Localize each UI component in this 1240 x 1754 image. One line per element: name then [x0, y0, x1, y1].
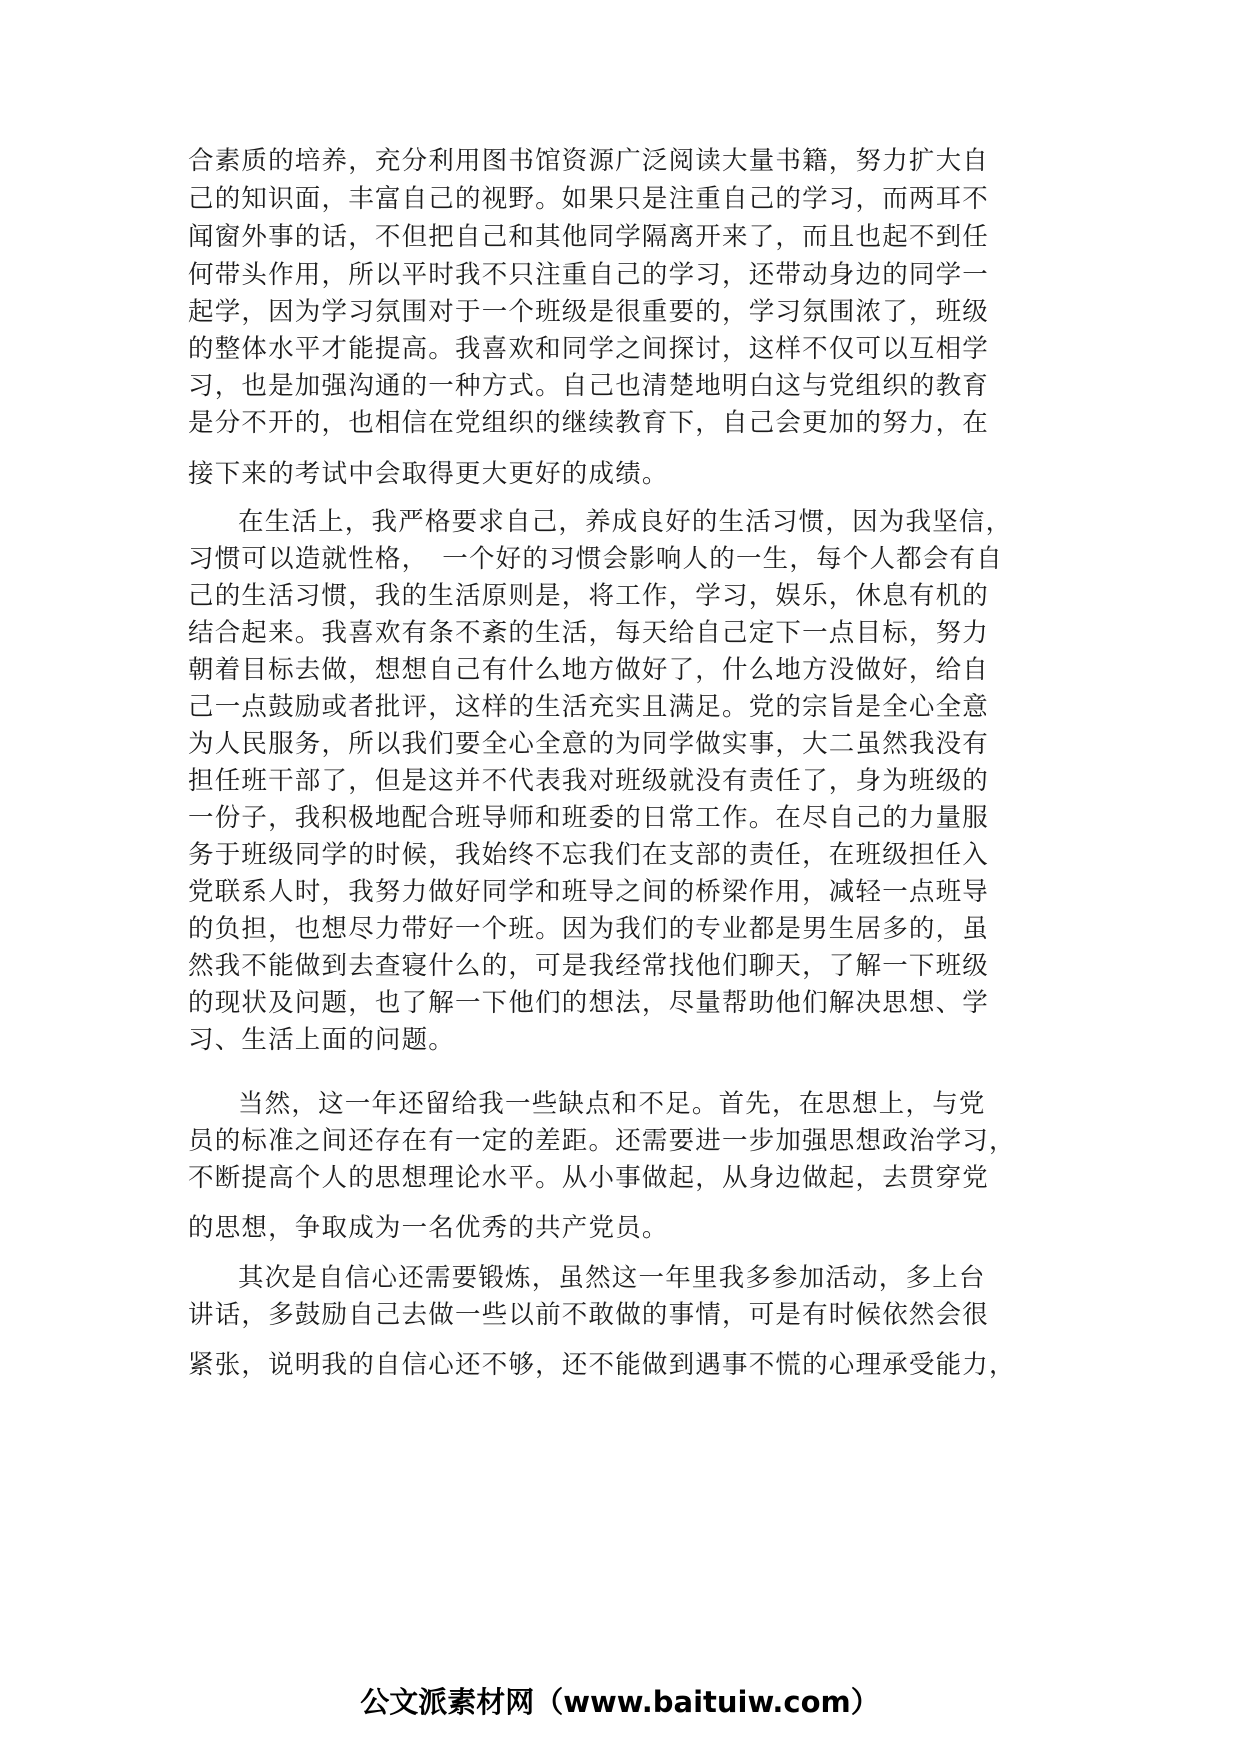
- body-line: 己的知识面，丰富自己的视野。如果只是注重自己的学习，而两耳不: [188, 184, 990, 214]
- body-line: 然我不能做到去查寝什么的，可是我经常找他们聊天，了解一下班级: [188, 951, 990, 981]
- body-line: 的负担，也想尽力带好一个班。因为我们的专业都是男生居多的，虽: [188, 914, 990, 944]
- body-line: 讲话，多鼓励自己去做一些以前不敢做的事情，可是有时候依然会很: [188, 1300, 990, 1330]
- body-line: 合素质的培养，充分利用图书馆资源广泛阅读大量书籍，努力扩大自: [188, 146, 990, 176]
- body-line: 是分不开的，也相信在党组织的继续教育下，自己会更加的努力，在: [188, 408, 990, 438]
- body-line: 务于班级同学的时候，我始终不忘我们在支部的责任，在班级担任入: [188, 840, 990, 870]
- body-line: 的整体水平才能提高。我喜欢和同学之间探讨，这样不仅可以互相学: [188, 334, 990, 364]
- body-line: 朝着目标去做，想想自己有什么地方做好了，什么地方没做好，给自: [188, 655, 990, 685]
- body-line: 不断提高个人的思想理论水平。从小事做起，从身边做起，去贯穿党: [188, 1163, 990, 1193]
- paragraph-first-line: 在生活上，我严格要求自己，养成良好的生活习惯，因为我坚信，: [238, 507, 1013, 537]
- body-line: 习、生活上面的问题。: [188, 1025, 456, 1055]
- paragraph-first-line: 当然，这一年还留给我一些缺点和不足。首先，在思想上，与党: [238, 1089, 986, 1119]
- body-line: 的现状及问题，也了解一下他们的想法，尽量帮助他们解决思想、学: [188, 988, 990, 1018]
- body-line: 闻窗外事的话，不但把自己和其他同学隔离开来了，而且也起不到任: [188, 222, 990, 252]
- body-line: 起学，因为学习氛围对于一个班级是很重要的，学习氛围浓了，班级: [188, 297, 990, 327]
- footer-watermark: 公文派素材网（www.baituiw.com）: [360, 1685, 880, 1719]
- body-line: 一份子，我积极地配合班导师和班委的日常工作。在尽自己的力量服: [188, 803, 990, 833]
- body-line: 员的标准之间还存在有一定的差距。还需要进一步加强思想政治学习，: [188, 1126, 1016, 1156]
- body-line: 的思想，争取成为一名优秀的共产党员。: [188, 1213, 669, 1243]
- body-line: 何带头作用，所以平时我不只注重自己的学习，还带动身边的同学一: [188, 260, 990, 290]
- body-line: 接下来的考试中会取得更大更好的成绩。: [188, 459, 669, 489]
- body-line: 习，也是加强沟通的一种方式。自己也清楚地明白这与党组织的教育: [188, 371, 990, 401]
- body-line: 习惯可以造就性格， 一个好的习惯会影响人的一生，每个人都会有自: [188, 544, 1003, 574]
- body-line: 结合起来。我喜欢有条不紊的生活，每天给自己定下一点目标，努力: [188, 618, 990, 648]
- body-line: 为人民服务，所以我们要全心全意的为同学做实事，大二虽然我没有: [188, 729, 990, 759]
- body-line: 己一点鼓励或者批评，这样的生活充实且满足。党的宗旨是全心全意: [188, 692, 990, 722]
- paragraph-first-line: 其次是自信心还需要锻炼，虽然这一年里我多参加活动，多上台: [238, 1263, 986, 1293]
- body-line: 党联系人时，我努力做好同学和班导之间的桥梁作用，减轻一点班导: [188, 877, 990, 907]
- body-line: 紧张，说明我的自信心还不够，还不能做到遇事不慌的心理承受能力，: [188, 1350, 1016, 1380]
- body-line: 担任班干部了，但是这并不代表我对班级就没有责任了，身为班级的: [188, 766, 990, 796]
- body-line: 己的生活习惯，我的生活原则是，将工作，学习，娱乐，休息有机的: [188, 581, 990, 611]
